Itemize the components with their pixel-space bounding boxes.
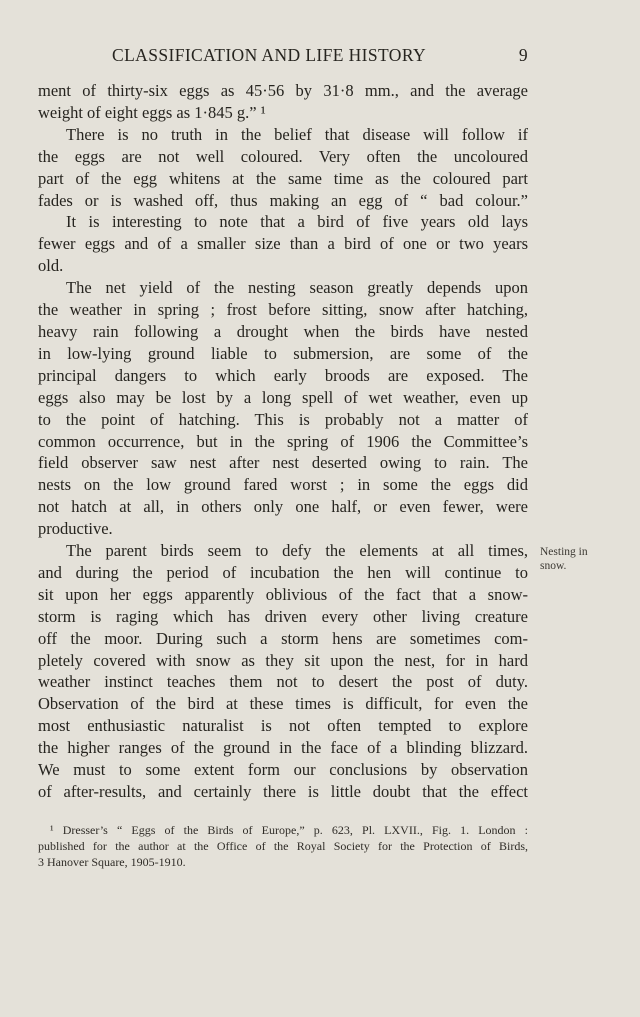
text-line: the higher ranges of the ground in the face of a blinding blizzard.	[38, 738, 528, 758]
body-text	[38, 80, 528, 803]
margin-note	[540, 545, 620, 573]
text-line: in low-lying ground liable to submersion, are some of the	[38, 343, 528, 363]
text-line: principal dangers to which early broods are exposed. The	[38, 365, 528, 385]
text-line: pletely covered with snow as they sit upon the nest, for in hard	[38, 650, 528, 670]
text-line: the weather in spring ; frost before sitting, snow after hatching,	[38, 300, 528, 320]
text-line: to the point of hatching. This is probably not a matter of	[38, 409, 528, 429]
footnote-line: ¹ Dresser’s “ Eggs of the Birds of Europe,” p. 623, Pl. LXVII., Fig. 1. London :	[50, 823, 528, 837]
text-line: off the moor. During such a storm hens are sometimes com-	[38, 628, 528, 648]
text-line: nests on the low ground fared worst ; in some the eggs did	[38, 475, 528, 495]
text-line: We must to some extent form our conclusions by observation	[38, 760, 528, 780]
page-number: 9	[518, 45, 528, 65]
text-line: sit upon her eggs apparently oblivious of the fact that a snow-	[38, 584, 528, 604]
text-line: fades or is washed off, thus making an egg of “ bad colour.”	[38, 190, 528, 210]
text-line: It is interesting to note that a bird of five years old lays	[66, 212, 528, 232]
text-line: of after-results, and certainly there is little doubt that the effect	[38, 782, 528, 801]
text-line: eggs also may be lost by a long spell of wet weather, even up	[38, 387, 528, 407]
text-line: part of the egg whitens at the same time as the coloured part	[38, 168, 528, 188]
text-line: not hatch at all, in others only one half, or even fewer, were	[38, 497, 528, 517]
text-line: fewer eggs and of a smaller size than a bird of one or two years	[38, 234, 528, 254]
text-line: the eggs are not well coloured. Very often the uncoloured	[38, 146, 528, 166]
text-line: There is no truth in the belief that disease will follow if	[66, 124, 528, 144]
footnote-line: published for the author at the Office of the Royal Society for the Protection of Birds,	[38, 839, 528, 853]
text-line: The net yield of the nesting season greatly depends upon	[66, 278, 528, 298]
running-title: CLASSIFICATION AND LIFE HISTORY	[112, 45, 426, 65]
text-line: storm is raging which has driven every other living creature	[38, 606, 528, 626]
text-line: and during the period of incubation the hen will continue to	[38, 562, 528, 582]
text-line: Observation of the bird at these times is difficult, for even the	[38, 694, 528, 714]
text-line: field observer saw nest after nest deserted owing to rain. The	[38, 453, 528, 473]
text-line: productive.	[38, 519, 113, 539]
text-line: old.	[38, 256, 64, 276]
margin-note-line: snow.	[540, 560, 567, 572]
text-line: weight of eight eggs as 1·845 g.” ¹	[38, 102, 266, 122]
footnote-line: 3 Hanover Square, 1905-1910.	[38, 855, 186, 869]
text-line: heavy rain following a drought when the birds have nested	[38, 321, 528, 341]
text-line: ment of thirty-six eggs as 45·56 by 31·8 mm., and the average	[38, 81, 528, 100]
text-line: common occurrence, but in the spring of 1906 the Committee’s	[38, 431, 528, 451]
margin-note-line: Nesting in	[540, 546, 588, 558]
text-line: The parent birds seem to defy the elements at all times,	[66, 541, 528, 561]
text-line: most enthusiastic naturalist is not often tempted to explore	[38, 716, 528, 736]
text-line: weather instinct teaches them not to desert the post of duty.	[38, 672, 528, 692]
footnotes	[38, 822, 528, 870]
